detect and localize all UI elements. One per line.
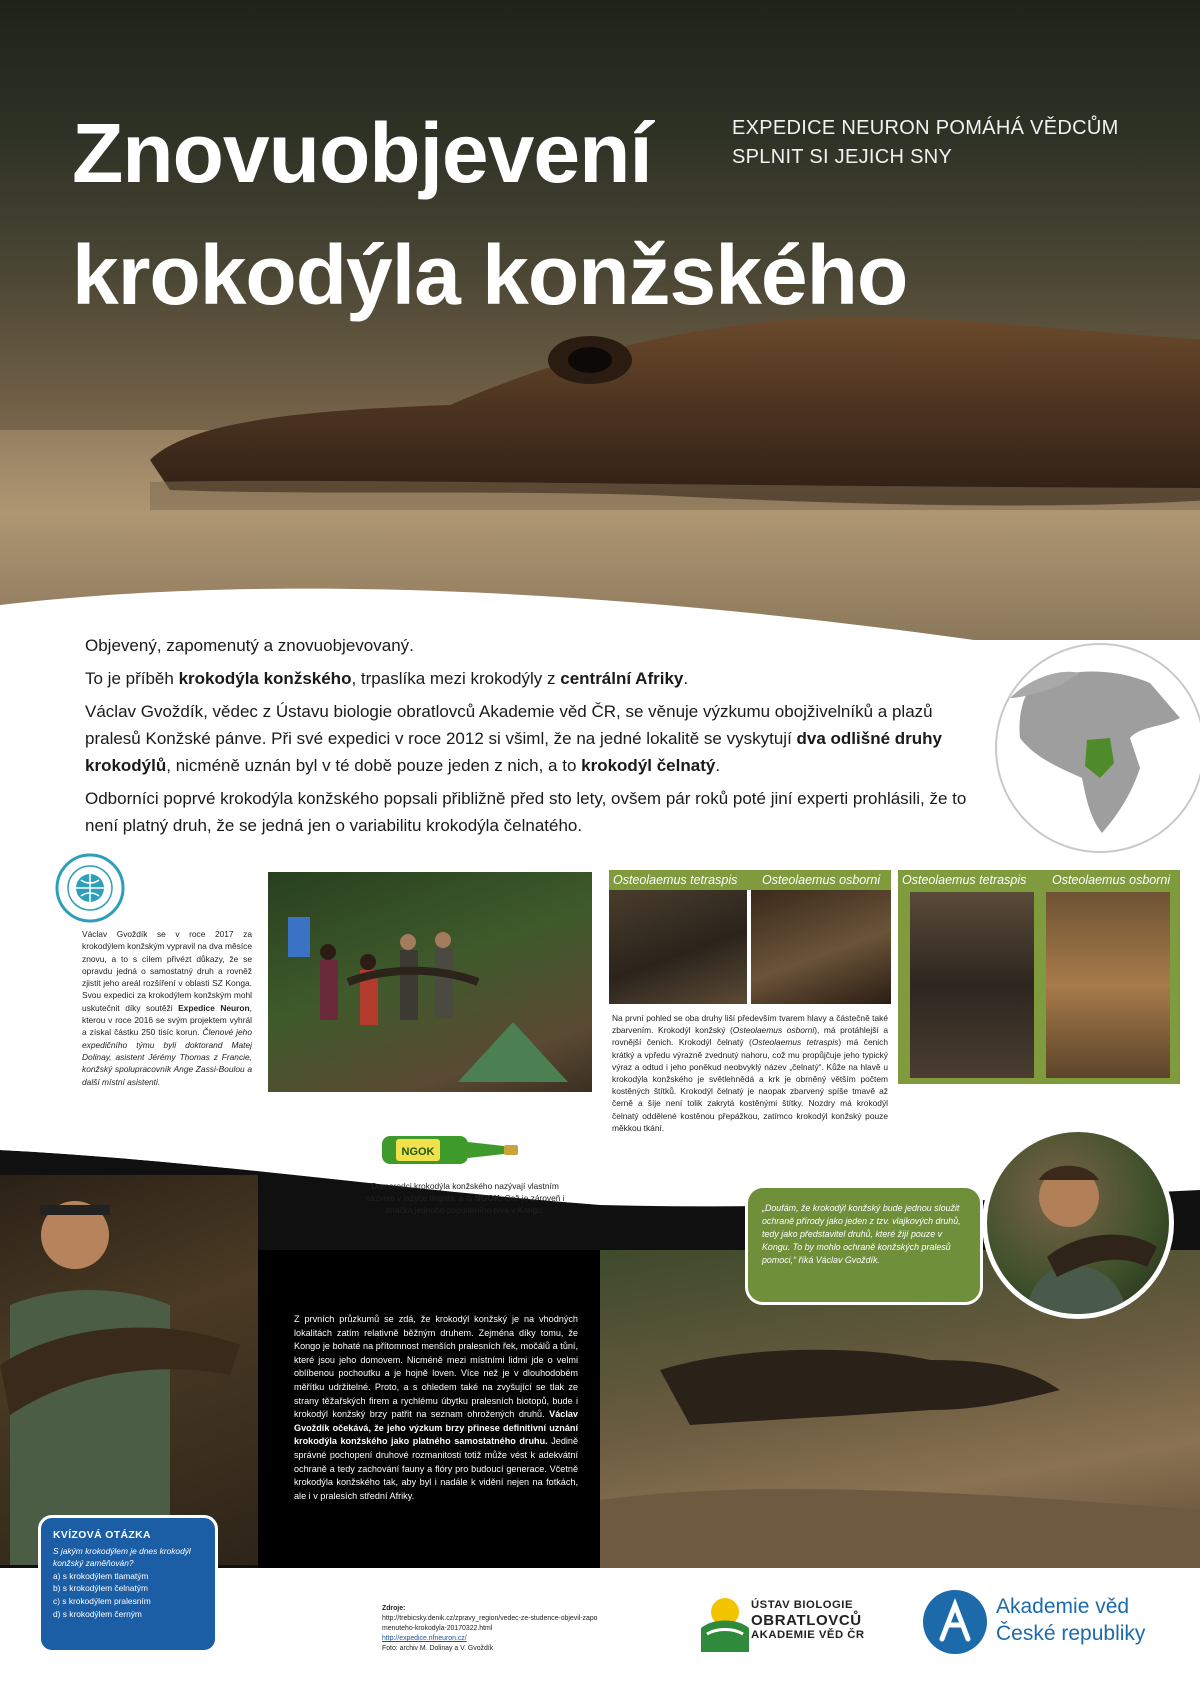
researcher-portrait: [982, 1127, 1174, 1319]
sources: [382, 1604, 602, 1654]
species-panel-side: [609, 870, 891, 1004]
ngok-beer-bottle: [382, 1130, 522, 1170]
body-text: Z prvních průzkumů se zdá, že krokodýl konžský je na vhodných lokalitách zatím relativně běžným druhem. Zejména díky tomu, že Kongo je bohaté na přítomnost menších pralesních řek, močálů a tůní, které jsou jeho domovem. Nicméně mezi místními lidmi jde o velmi oblíbenou pochoutku a je hojně loven. Více než je v dlouhodobém měřítku udržitelné. Proto, a s ohledem také na zvyšující se tlak ze strany těžařských firem a rychlému úbytku pralesních biotopů, bude i krokodýl konžský brzy patřit na seznam ohrožených druhů. Václav Gvoždík očekává, že jeho výzkum brzy přinese definitivní uznání krokodýla konžského jako platného samostatného druhu. Jedině správné pochopení druhové rozmanitosti totiž může vést k adekvátní ochraně a tedy zachování fauny a flóry pro budoucí generace. Včetně krokodýla konžského tak, aby byl i nadále k vidění nejen na fotkách, ale i v pralesích střední Afriky.: [294, 1314, 579, 1501]
subtitle-line-1: EXPEDICE NEURON POMÁHÁ VĚDCŮM: [732, 117, 1119, 139]
intro-p2: To je příběh krokodýla konžského, trpaslíka mezi krokodýly z centrální Afriky.: [85, 669, 689, 688]
sources-label: Zdroje:: [382, 1605, 406, 1612]
species-label-osborni-1: Osteolaemus osborni: [762, 873, 881, 887]
avcr-line-1: Akademie věd: [996, 1595, 1130, 1618]
expedition-text: Václav Gvoždík se v roce 2017 za krokodýlem konžským vypravil na dva měsíce znovu, a to s cílem přivézt důkazy, že se opravdu jedná o samostatný druh a rovněž zjistit jeho areál rozšíření v oblasti SZ Konga. Svou expedici za krokodýlem konžským mohl uskutečnit díky soutěži Expedice Neuron, kterou v roce 2016 se svým projektem vyhrál a získal částku 250 tisíc korun. Členové jeho expedičního týmu byli doktorand Matej Dolinay, asistent Jérémy Thomas z Francie, konžský spolupracovník Ange Zassi-Boulou a další místní asistenti.: [82, 929, 253, 1087]
expedice-neuron-logo: [55, 853, 125, 923]
intro-text: [85, 632, 985, 845]
quiz-option: a) s krokodýlem tlamatým: [53, 1570, 149, 1581]
beer-caption: Domorodci krokodýla konžského nazývají vlastním názvem v jazyce lingala, a to NGOK. Což je zároveň i značka jednoho populárního piva v Kongu.: [365, 1181, 565, 1215]
avcr-line-2: České republiky: [996, 1622, 1146, 1645]
species-label-tetraspis-1: Osteolaemus tetraspis: [613, 873, 738, 887]
intro-p1: Objevený, zapomenutý a znovuobjevovaný.: [85, 636, 414, 655]
photo-tetraspis-side: [609, 890, 747, 1004]
researcher-with-crocodile-photo: [0, 1175, 258, 1565]
ubo-line-1: ÚSTAV BIOLOGIE: [751, 1599, 853, 1611]
beer-label: NGOK: [401, 1146, 435, 1158]
title-line-1: Znovuobjevení: [72, 106, 652, 200]
photo-osborni-top: [1046, 892, 1170, 1078]
photo-osborni-side: [751, 890, 891, 1004]
subtitle: [732, 114, 1132, 172]
quiz-title: KVÍZOVÁ OTÁZKA: [53, 1530, 151, 1541]
ubo-line-2: OBRATLOVCŮ: [751, 1612, 862, 1629]
quiz-option: d) s krokodýlem černým: [53, 1608, 142, 1619]
quote-bubble: „Doufám, že krokodýl konžský bude jednou sloužit ochraně přírody jako jeden z tzv. vlajkových druhů, tedy jako představitel druhů, které žijí pouze v Kongu. To by mohlo ochraně konžských pralesů pomoci,“ říká Václav Gvoždík.: [745, 1185, 983, 1305]
quiz-option: c) s krokodýlem pralesním: [53, 1595, 151, 1606]
quiz-box: [38, 1515, 218, 1653]
photo-tetraspis-top: [910, 892, 1034, 1078]
photo-credit: Foto: archiv M. Dolinay a V. Gvoždík: [382, 1645, 494, 1652]
species-comparison-text: Na první pohled se oba druhy liší především tvarem hlavy a částečně také zbarvením. Krokodýl konžský (Osteolaemus osborni), má protáhlejší a rovnější čenich. Krokodýl čelnatý (Osteolaemus tetraspis) má čenich krátký a vpředu výrazně zvednutý nahoru, což mu propůjčuje jeho typický výraz a odtud i jeho poněkud neobvyklý název „čelnatý“. Kůže na hlavě u krokodýla konžského je světlehnědá a krk je obrněný větším počtem kostěných štítků. Krokodýl čelnatý je naopak zbarvený spíše tmavě až černě a šíje není tolik zakrytá kostěnými štítky. Nozdry má krokodýl čelnatý oddělené kostěnou přepážkou, zatímco krokodýl konžský pouze měkkou tkání.: [612, 1013, 889, 1133]
expedition-team-photo: [268, 872, 592, 1092]
africa-globe-map: [990, 628, 1200, 868]
source-link-neuron[interactable]: http://expedice.nfneuron.cz/: [382, 1635, 467, 1642]
subtitle-line-2: SPLNIT SI JEJICH SNY: [732, 146, 953, 168]
quiz-option: b) s krokodýlem čelnatým: [53, 1583, 148, 1594]
avcr-logo: [922, 1589, 988, 1655]
title-line-2: krokodýla konžského: [72, 228, 908, 322]
ubo-name: [751, 1598, 881, 1643]
crocodile-head-illustration: [150, 310, 1200, 530]
avcr-name: [996, 1593, 1196, 1647]
intro-p4: Odborníci poprvé krokodýla konžského popsali přibližně před sto lety, ovšem pár roků poté jiní experti prohlásili, že to není platný druh, že se jedná jen o variabilitu krokodýla čelnatého.: [85, 789, 967, 835]
source-link-denik[interactable]: http://trebicsky.denik.cz/zpravy_region/vedec-ze-studence-objevil-zapomenuteho-krokodyla-20170322.html: [382, 1615, 598, 1632]
species-panel-top: [898, 870, 1180, 1084]
ubo-line-3: AKADEMIE VĚD ČR: [751, 1629, 865, 1641]
quiz-question: S jakým krokodýlem je dnes krokodýl konžský zaměňován?: [53, 1545, 191, 1569]
species-label-tetraspis-2: Osteolaemus tetraspis: [902, 873, 1027, 887]
intro-p3: Václav Gvoždík, vědec z Ústavu biologie obratlovců Akademie věd ČR, se věnuje výzkumu obojživelníků a plazů pralesů Konžské pánve. Při své expedici v roce 2012 si všiml, že na jedné lokalitě se vyskytují dva odlišné druhy krokodýlů, nicméně uznán byl v té době pouze jeden z nich, a to krokodýl čelnatý.: [85, 702, 942, 775]
species-label-osborni-2: Osteolaemus osborni: [1052, 873, 1171, 887]
